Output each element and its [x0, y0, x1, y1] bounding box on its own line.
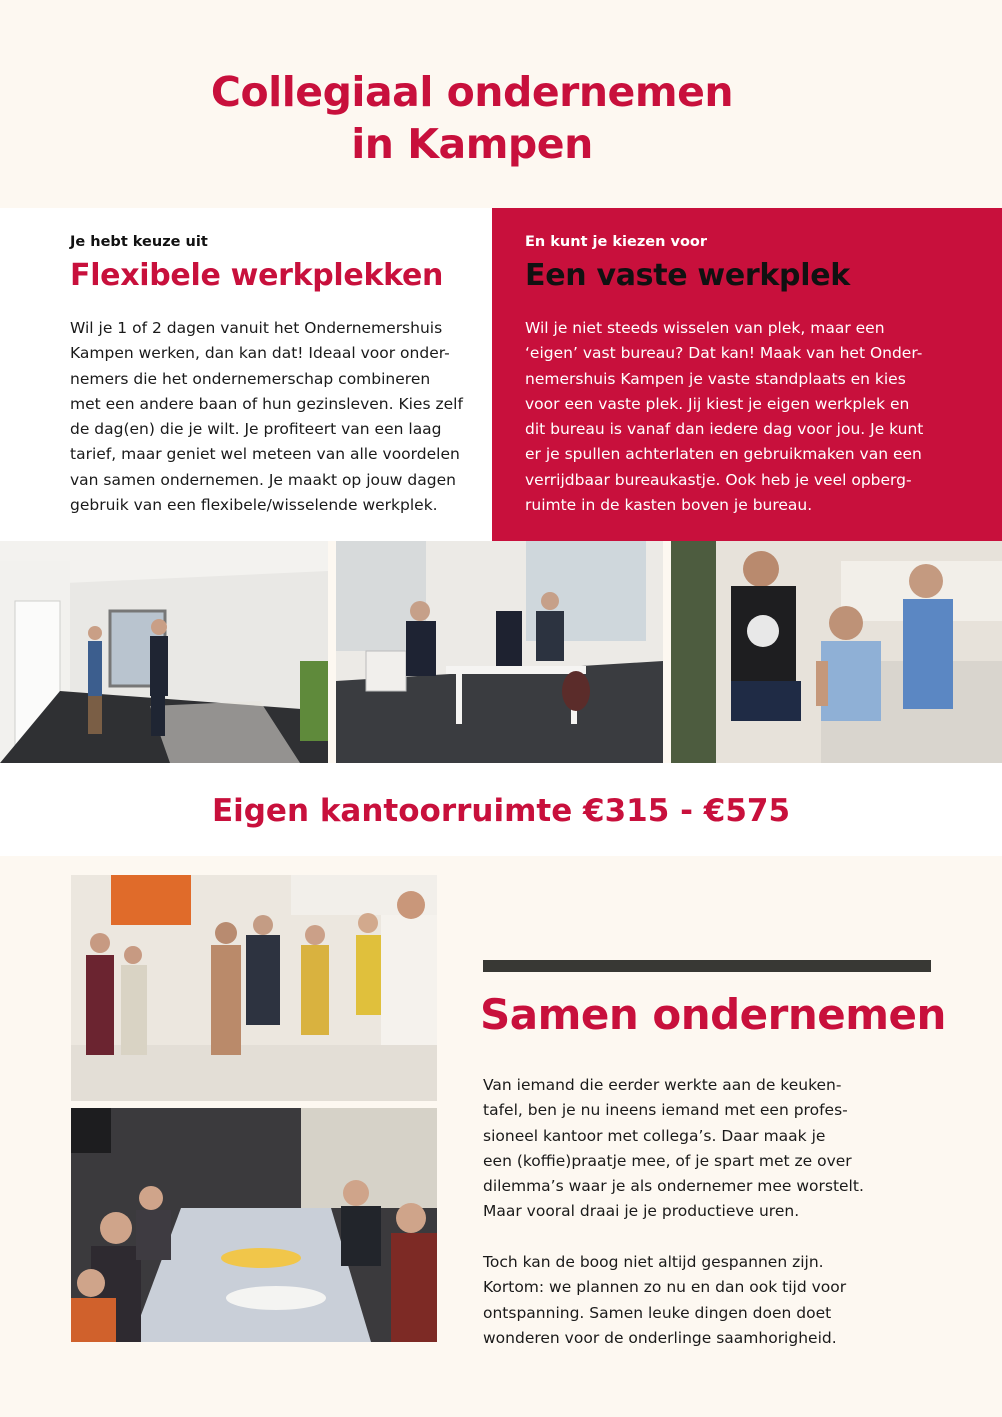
samen-body-line: Maar vooral draai je je productieve uren. — [483, 1202, 800, 1221]
samen-body-line: wonderen voor de onderlinge saamhorigheid. — [483, 1328, 837, 1347]
fixed-body-line: Wil je niet steeds wisselen van plek, maar een — [525, 319, 885, 337]
title-line-2: in Kampen — [351, 120, 593, 168]
photo-office-room — [0, 541, 328, 763]
photo-desk-workers — [336, 541, 663, 763]
fixed-body-line: ‘eigen’ vast bureau? Dat kan! Maak van het Onder- — [525, 344, 923, 363]
page-title — [0, 66, 944, 170]
fixed-body — [525, 316, 923, 518]
samen-paragraph-2 — [483, 1250, 846, 1351]
photo-reception — [71, 875, 437, 1101]
samen-heading: Samen ondernemen — [480, 990, 946, 1039]
price-heading: Eigen kantoorruimte €315 - €575 — [211, 793, 791, 829]
samen-body-line: sioneel kantoor met collega’s. Daar maak je — [483, 1126, 826, 1145]
flex-body-line: nemers die het ondernemerschap combineren — [70, 369, 431, 388]
flex-body-line: gebruik van een flexibele/wisselende werkplek. — [70, 496, 438, 515]
flex-kicker: Je hebt keuze uit — [70, 234, 208, 250]
flex-body-line: Wil je 1 of 2 dagen vanuit het Ondernemershuis — [70, 319, 443, 337]
fixed-body-line: verrijdbaar bureaukastje. Ook heb je veel opberg- — [525, 470, 912, 489]
fixed-body-line: er je spullen achterlaten en gebruikmaken van een — [525, 445, 922, 464]
photo-three-men — [671, 541, 1002, 763]
samen-paragraph-1 — [483, 1073, 864, 1225]
fixed-heading: Een vaste werkplek — [525, 258, 850, 293]
samen-body-line: Van iemand die eerder werkte aan de keuken- — [483, 1076, 842, 1094]
samen-body-line: ontspanning. Samen leuke dingen doen doet — [483, 1303, 832, 1322]
samen-body-line: Toch kan de boog niet altijd gespannen zijn. — [483, 1253, 824, 1271]
samen-body-line: Kortom: we plannen zo nu en dan ook tijd voor — [483, 1278, 847, 1297]
flex-body-line: met een andere baan of hun gezinsleven. Kies zelf — [70, 394, 463, 413]
flex-body-line: van samen ondernemen. Je maakt op jouw dagen — [70, 470, 456, 489]
fixed-body-line: voor een vaste plek. Jij kiest je eigen werkplek en — [525, 394, 910, 413]
section-divider — [483, 960, 931, 972]
flex-body-line: Kampen werken, dan kan dat! Ideaal voor onder- — [70, 344, 450, 363]
title-line-1: Collegiaal ondernemen — [210, 68, 734, 116]
samen-body-line: dilemma’s waar je als ondernemer mee worstelt. — [483, 1177, 864, 1196]
fixed-kicker: En kunt je kiezen voor — [525, 234, 708, 250]
photo-dinner — [71, 1108, 437, 1342]
flex-heading: Flexibele werkplekken — [70, 258, 444, 293]
fixed-body-line: dit bureau is vanaf dan iedere dag voor jou. Je kunt — [525, 420, 924, 439]
fixed-body-line: nemershuis Kampen je vaste standplaats en kies — [525, 369, 906, 388]
samen-body-line: tafel, ben je nu ineens iemand met een profes- — [483, 1101, 848, 1120]
flex-body — [70, 316, 463, 518]
samen-body-line: een (koffie)praatje mee, of je spart met ze over — [483, 1151, 852, 1170]
flex-body-line: tarief, maar geniet wel meteen van alle voordelen — [70, 445, 460, 464]
fixed-body-line: ruimte in de kasten boven je bureau. — [525, 496, 813, 515]
flex-body-line: de dag(en) die je wilt. Je profiteert van een laag — [70, 420, 442, 439]
